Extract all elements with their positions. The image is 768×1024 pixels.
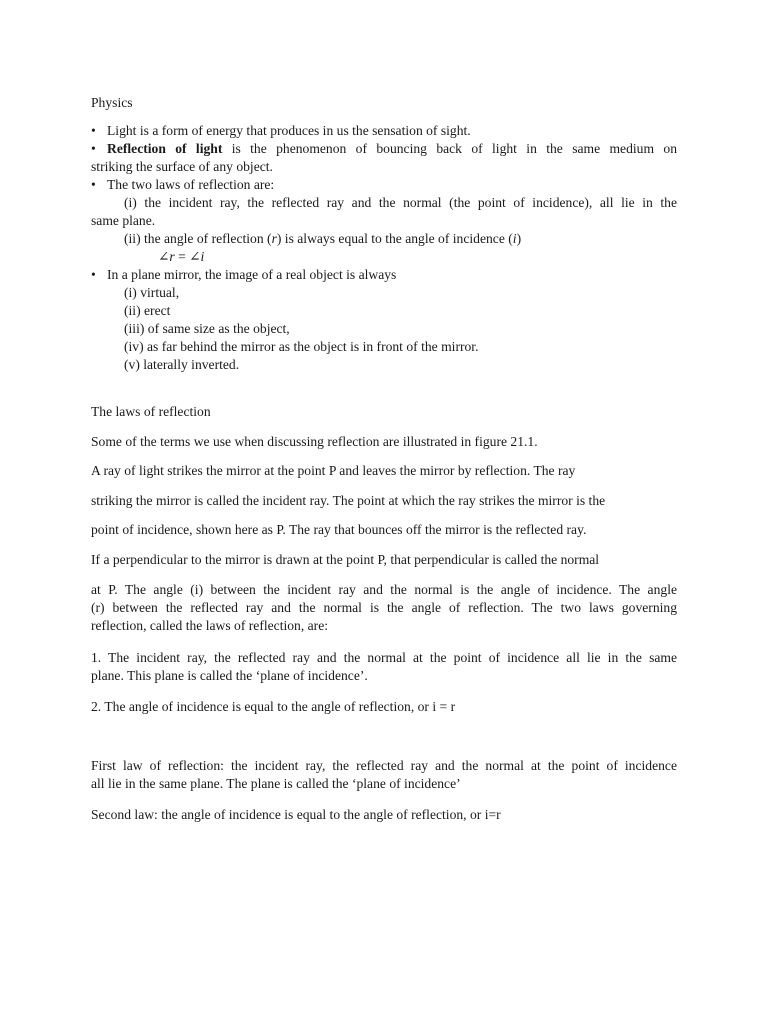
law-two-line: (ii) the angle of reflection (r) is always equal to the angle of incidence (i) xyxy=(124,231,522,246)
bullet-item-light xyxy=(91,122,471,140)
equation: ∠r = ∠i xyxy=(158,249,205,264)
bullet-icon: • xyxy=(91,141,96,156)
numbered-item: 2. The angle of incidence is equal to the angle of reflection, or i = r xyxy=(91,699,456,714)
list-item: (ii) erect xyxy=(124,303,171,318)
paragraph-line: at P. The angle (i) between the incident ray and the normal is the angle of incidence. The angle xyxy=(91,582,677,597)
bullet-text: In a plane mirror, the image of a real object is always xyxy=(107,267,397,282)
paragraph-line: reflection, called the laws of reflection, are: xyxy=(91,618,329,633)
law-one-line: (i) the incident ray, the reflected ray and the normal (the point of incidence), all lie in the xyxy=(124,195,677,210)
bullet-icon: • xyxy=(91,177,96,192)
paragraph-line: all lie in the same plane. The plane is called the ‘plane of incidence’ xyxy=(91,776,461,791)
bullet-text: is the phenomenon of bouncing back of light in the same medium on xyxy=(222,141,677,156)
bullet-item-laws xyxy=(91,176,274,194)
list-item: (iv) as far behind the mirror as the object is in front of the mirror. xyxy=(124,339,479,354)
bold-term: Reflection of light xyxy=(107,141,223,156)
paragraph-line: striking the mirror is called the incident ray. The point at which the ray strikes the mirror is the xyxy=(91,493,606,508)
law-one-continued: same plane. xyxy=(91,213,156,228)
numbered-item-continued: plane. This plane is called the ‘plane of incidence’. xyxy=(91,668,368,683)
list-item: (iii) of same size as the object, xyxy=(124,321,290,336)
bullet-item-plane-mirror xyxy=(91,266,396,284)
bullet-icon: • xyxy=(91,123,96,138)
list-item: (v) laterally inverted. xyxy=(124,357,240,372)
bullet-text: The two laws of reflection are: xyxy=(107,177,275,192)
paragraph-line: (r) between the reflected ray and the normal is the angle of reflection. The two laws governing xyxy=(91,600,677,615)
section-heading: The laws of reflection xyxy=(91,404,211,419)
bullet-text-continued: striking the surface of any object. xyxy=(91,159,273,174)
bullet-icon: • xyxy=(91,267,96,282)
paragraph-line: Second law: the angle of incidence is equal to the angle of reflection, or i=r xyxy=(91,807,501,822)
paragraph-line: First law of reflection: the incident ray, the reflected ray and the normal at the point of incidence xyxy=(91,758,677,773)
page-title: Physics xyxy=(91,95,133,110)
numbered-item: 1. The incident ray, the reflected ray and the normal at the point of incidence all lie in the same xyxy=(91,650,677,665)
bullet-text: Light is a form of energy that produces in us the sensation of sight. xyxy=(107,123,471,138)
paragraph-line: If a perpendicular to the mirror is drawn at the point P, that perpendicular is called the normal xyxy=(91,552,600,567)
paragraph-line: A ray of light strikes the mirror at the point P and leaves the mirror by reflection. The ray xyxy=(91,463,576,478)
paragraph-line: point of incidence, shown here as P. The ray that bounces off the mirror is the reflected ray. xyxy=(91,522,587,537)
paragraph-line: Some of the terms we use when discussing reflection are illustrated in figure 21.1. xyxy=(91,434,538,449)
list-item: (i) virtual, xyxy=(124,285,180,300)
bullet-item-reflection xyxy=(91,140,677,158)
